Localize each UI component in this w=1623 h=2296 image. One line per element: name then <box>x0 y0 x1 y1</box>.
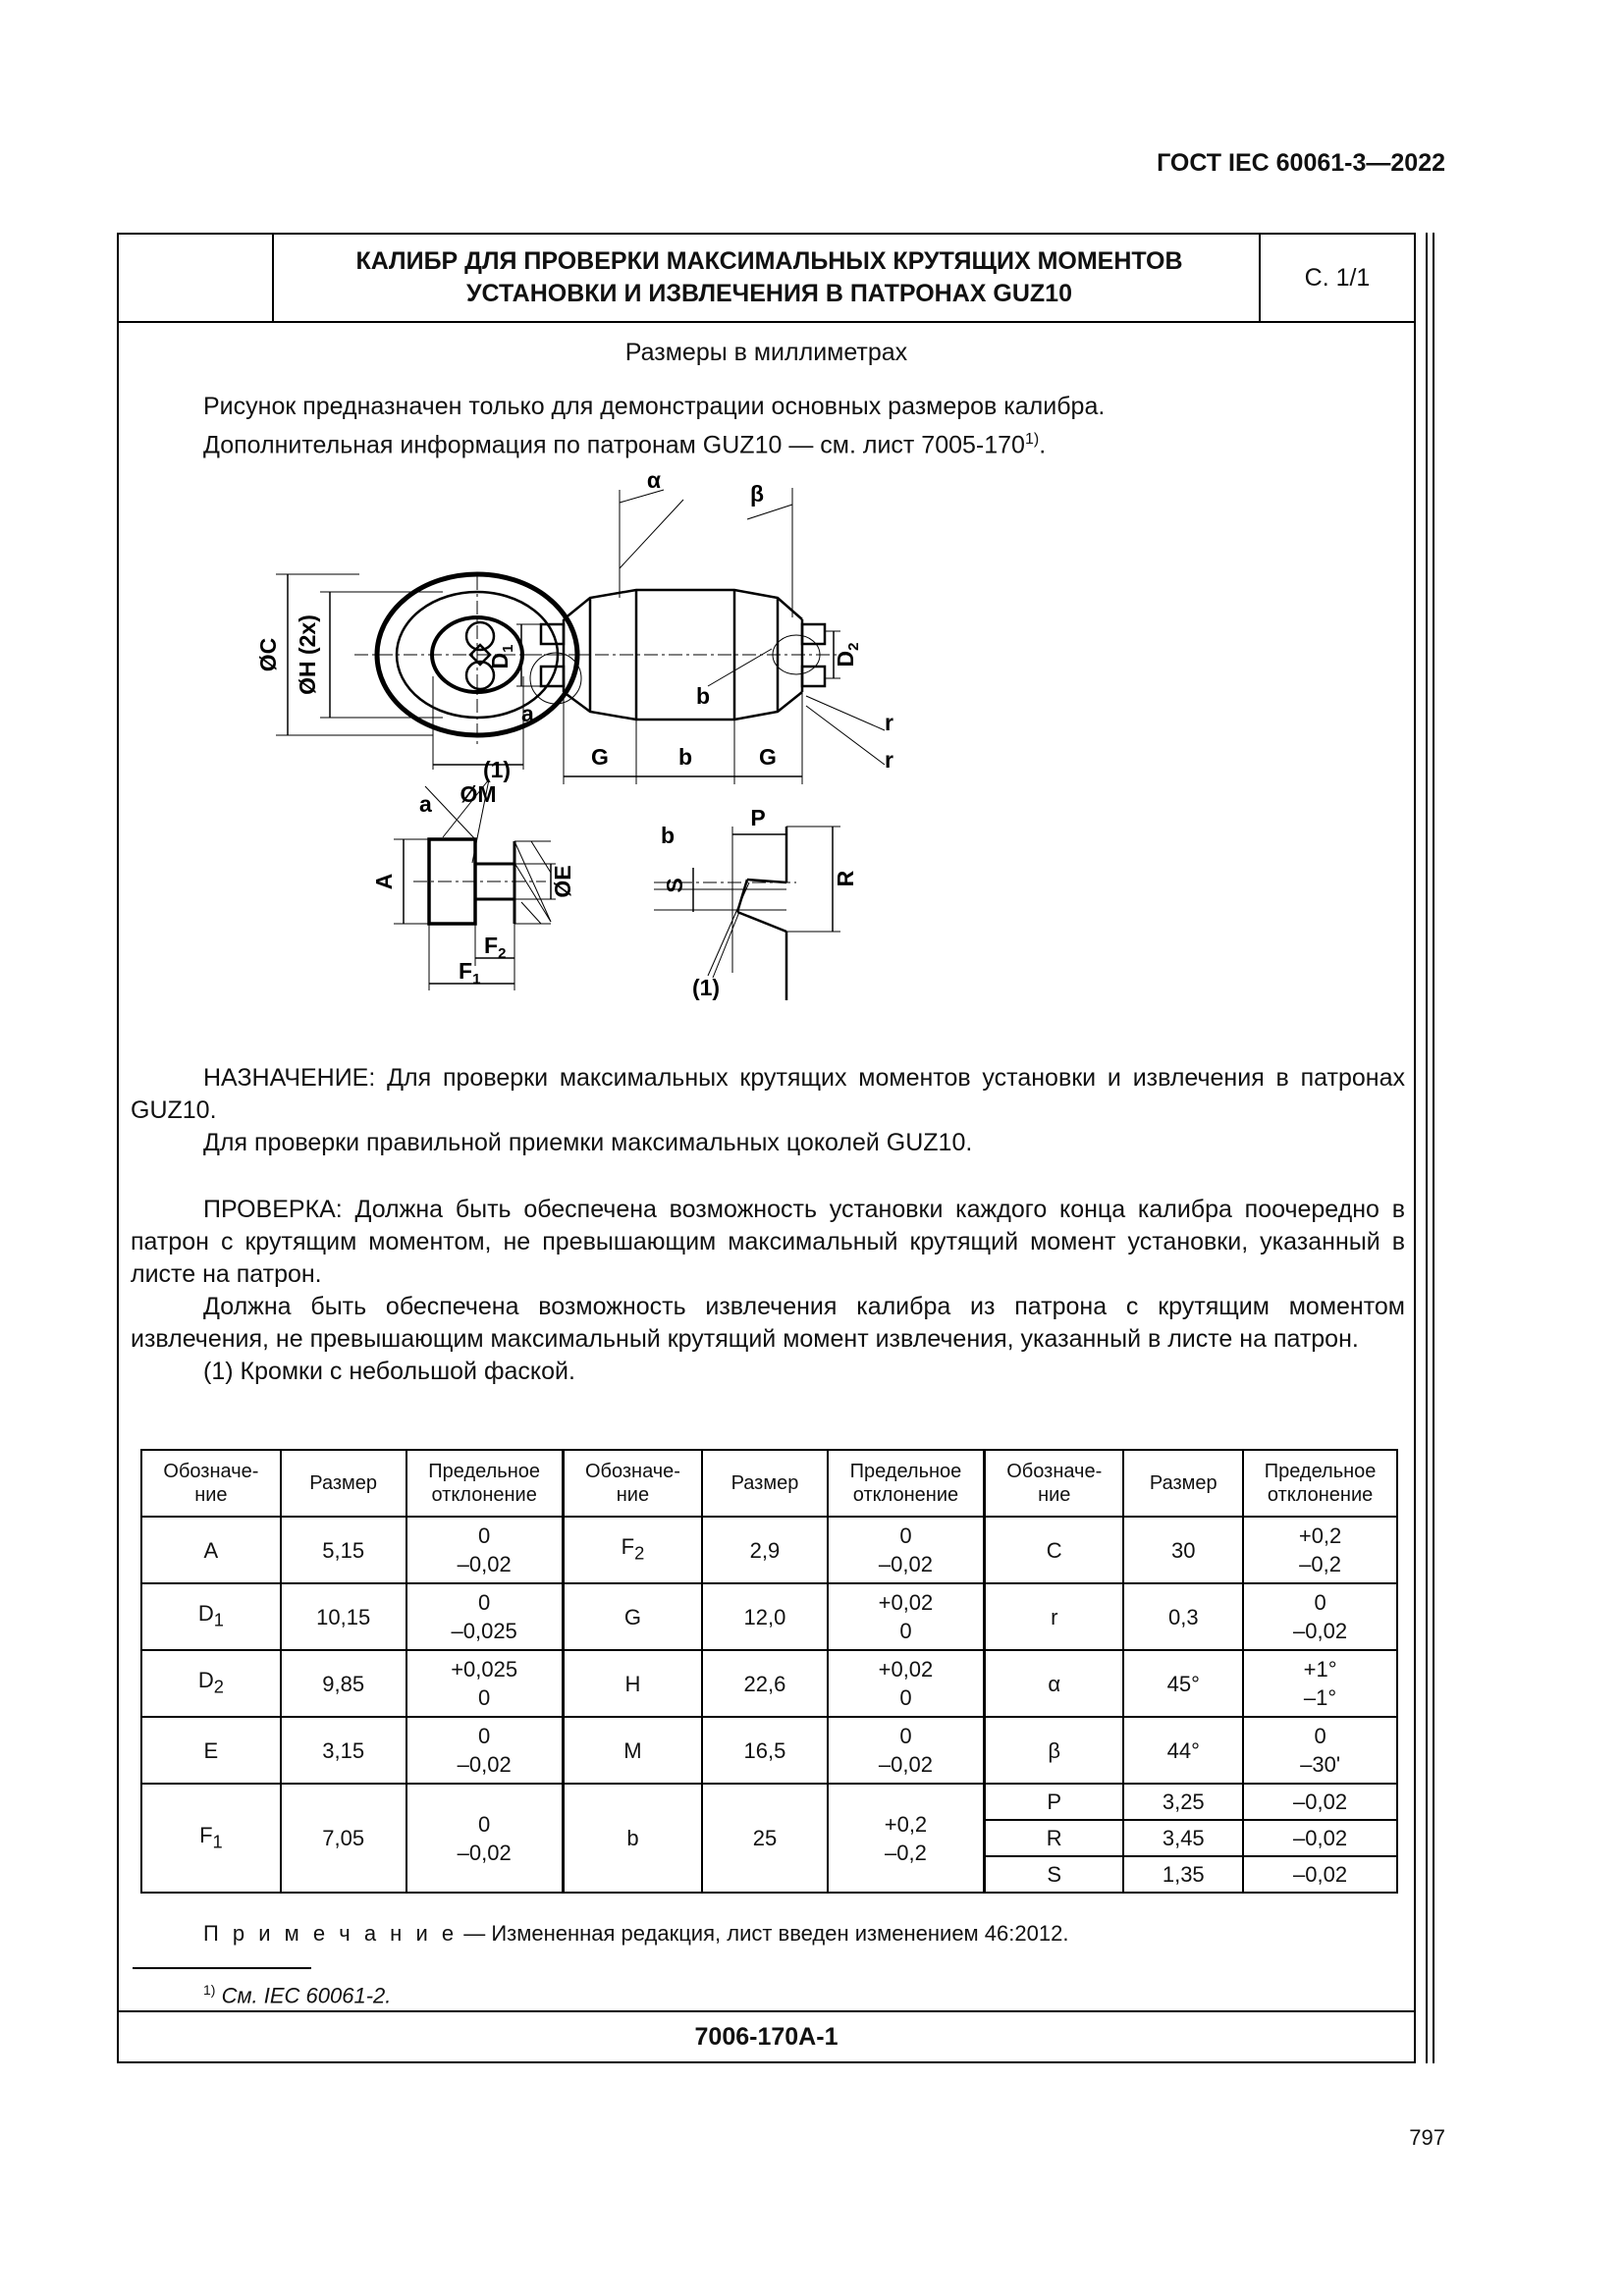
table-row <box>141 1517 1397 1583</box>
tolerance-cell: 0 –30' <box>1243 1717 1397 1784</box>
table-note: П р и м е ч а н и е — Измененная редакция, лист введен изменением 46:2012. <box>203 1921 1069 1946</box>
tolerance-cell: –0,02 <box>1243 1820 1397 1856</box>
page-number: 797 <box>1409 2125 1445 2150</box>
tolerance-cell: 0 –0,02 <box>406 1517 564 1583</box>
designation-cell: b <box>563 1784 702 1893</box>
label-F2: $F_2$ <box>484 933 507 962</box>
dimensions-table <box>140 1449 1398 1894</box>
tolerance-cell: 0 –0,02 <box>406 1784 564 1893</box>
size-cell: 10,15 <box>281 1583 406 1650</box>
side-view <box>516 488 885 784</box>
header-size: Размер <box>281 1450 406 1517</box>
label-P: P <box>750 805 766 830</box>
designation-cell: $D_1$ <box>141 1583 281 1650</box>
designation-cell: S <box>985 1856 1124 1893</box>
designation-cell: C <box>985 1517 1124 1583</box>
sheet-frame <box>117 233 1416 2063</box>
label-b-side: b <box>696 683 711 709</box>
label-D2: $D_2$ <box>833 642 862 667</box>
purpose-p1: НАЗНАЧЕНИЕ: Для проверки максимальных крутящих моментов установки и извлечения в патронах GUZ10. <box>131 1064 1405 1124</box>
check-p2: Должна быть обеспечена возможность извлечения калибра из патрона с крутящим моментом извлечения, не превышающим максимальный крутящий момент извлечения, указанный в листе на патрон. <box>131 1293 1405 1353</box>
sheet-title: КАЛИБР ДЛЯ ПРОВЕРКИ МАКСИМАЛЬНЫХ КРУТЯЩИХ МОМЕНТОВ УСТАНОВКИ И ИЗВЛЕЧЕНИЯ В ПАТРОНАХ GUZ10 <box>355 247 1183 307</box>
table-row <box>141 1650 1397 1717</box>
label-alpha: α <box>646 467 662 493</box>
header-designation: Обозначе- ние <box>985 1450 1124 1517</box>
header-size: Размер <box>702 1450 828 1517</box>
designation-cell: M <box>563 1717 702 1784</box>
sheet-number: С. 1/1 <box>1259 235 1414 321</box>
size-cell: 30 <box>1123 1517 1243 1583</box>
table-row <box>141 1717 1397 1784</box>
designation-cell: E <box>141 1717 281 1784</box>
tolerance-cell: 0 –0,02 <box>1243 1583 1397 1650</box>
size-cell: 12,0 <box>702 1583 828 1650</box>
label-b-dim: b <box>677 744 693 770</box>
size-cell: 3,25 <box>1123 1784 1243 1820</box>
frame-double-line <box>1426 233 1428 2063</box>
label-a-detail: a <box>419 791 432 817</box>
footnote: $^{1)}$ См. IEC 60061-2. <box>203 1982 392 2008</box>
designation-cell: H <box>563 1650 702 1717</box>
header-tolerance: Предельное отклонение <box>1243 1450 1397 1517</box>
tolerance-cell: +0,02 0 <box>828 1650 985 1717</box>
tolerance-cell: –0,02 <box>1243 1784 1397 1820</box>
sheet-footer-code: 7006-170A-1 <box>119 2010 1414 2061</box>
label-R: R <box>833 870 858 887</box>
label-r-top: r <box>885 710 893 735</box>
label-ref1-a: (1) <box>482 757 512 782</box>
label-S: S <box>662 878 687 893</box>
end-view <box>276 574 590 770</box>
designation-cell: α <box>985 1650 1124 1717</box>
label-A: A <box>371 873 397 890</box>
size-cell: 16,5 <box>702 1717 828 1784</box>
tolerance-cell: +0,025 0 <box>406 1650 564 1717</box>
label-r-bottom: r <box>885 747 893 773</box>
check-p1: ПРОВЕРКА: Должна быть обеспечена возможность установки каждого конца калибра поочередно в патрон с крутящим моментом, не превышающим максимальный крутящий момент установки, указанный в листе на патрон. <box>131 1196 1405 1288</box>
header-tolerance: Предельное отклонение <box>406 1450 564 1517</box>
purpose-p2: Для проверки правильной приемки максимальных цоколей GUZ10. <box>203 1129 973 1156</box>
table-row <box>141 1784 1397 1820</box>
intro-line-1: Рисунок предназначен только для демонстрации основных размеров калибра. <box>203 393 1106 420</box>
header-designation: Обозначе- ние <box>563 1450 702 1517</box>
header-size: Размер <box>1123 1450 1243 1517</box>
designation-cell: $F_2$ <box>563 1517 702 1583</box>
purpose-section <box>131 1062 1405 1159</box>
tolerance-cell: +0,02 0 <box>828 1583 985 1650</box>
standard-code: ГОСТ IEC 60061-3—2022 <box>1157 149 1445 177</box>
size-cell: 3,15 <box>281 1717 406 1784</box>
intro-line-2: Дополнительная информация по патронам GUZ10 — см. лист 7005-170$^{1)}$. <box>203 431 1047 459</box>
frame-double-line <box>1433 233 1434 2063</box>
header-designation: Обозначе- ние <box>141 1450 281 1517</box>
designation-cell: G <box>563 1583 702 1650</box>
label-beta: β <box>749 481 765 507</box>
designation-cell: β <box>985 1717 1124 1784</box>
label-a-side: a <box>521 701 534 726</box>
size-cell: 0,3 <box>1123 1583 1243 1650</box>
label-G-right: G <box>759 744 777 770</box>
label-D1: $D_1$ <box>487 644 516 669</box>
tolerance-cell: –0,02 <box>1243 1856 1397 1893</box>
label-G-left: G <box>591 744 609 770</box>
label-ref1-b: (1) <box>691 975 721 1000</box>
designation-cell: $F_1$ <box>141 1784 281 1893</box>
label-b-detail: b <box>661 823 676 848</box>
designation-cell: P <box>985 1784 1124 1820</box>
size-cell: 2,9 <box>702 1517 828 1583</box>
gauge-drawing <box>119 235 1414 1040</box>
detail-a <box>394 779 556 990</box>
size-cell: 44° <box>1123 1717 1243 1784</box>
tolerance-cell: 0 –0,02 <box>828 1717 985 1784</box>
size-cell: 5,15 <box>281 1517 406 1583</box>
tolerance-cell: 0 –0,02 <box>406 1717 564 1784</box>
designation-cell: R <box>985 1820 1124 1856</box>
size-cell: 45° <box>1123 1650 1243 1717</box>
tolerance-cell: +1° –1° <box>1243 1650 1397 1717</box>
size-cell: 9,85 <box>281 1650 406 1717</box>
table-row <box>141 1583 1397 1650</box>
dimensions-note: Размеры в миллиметрах <box>624 339 908 366</box>
header-tolerance: Предельное отклонение <box>828 1450 985 1517</box>
size-cell: 3,45 <box>1123 1820 1243 1856</box>
label-F1: $F_1$ <box>459 958 481 988</box>
tolerance-cell: 0 –0,02 <box>828 1517 985 1583</box>
label-dE: ØE <box>550 865 575 898</box>
size-cell: 25 <box>702 1784 828 1893</box>
designation-cell: $D_2$ <box>141 1650 281 1717</box>
size-cell: 1,35 <box>1123 1856 1243 1893</box>
label-dC: ØC <box>255 637 281 672</box>
size-cell: 7,05 <box>281 1784 406 1893</box>
label-dH: ØH (2x) <box>295 614 320 695</box>
detail-b <box>654 827 840 1000</box>
designation-cell: A <box>141 1517 281 1583</box>
size-cell: 22,6 <box>702 1650 828 1717</box>
designation-cell: r <box>985 1583 1124 1650</box>
check-section <box>131 1194 1405 1388</box>
tolerance-cell: +0,2 –0,2 <box>828 1784 985 1893</box>
label-dM: ØM <box>460 781 497 807</box>
tolerance-cell: +0,2 –0,2 <box>1243 1517 1397 1583</box>
check-p3: (1) Кромки с небольшой фаской. <box>203 1358 575 1385</box>
footnote-divider <box>133 1967 311 1969</box>
table-header-row <box>141 1450 1397 1517</box>
tolerance-cell: 0 –0,025 <box>406 1583 564 1650</box>
